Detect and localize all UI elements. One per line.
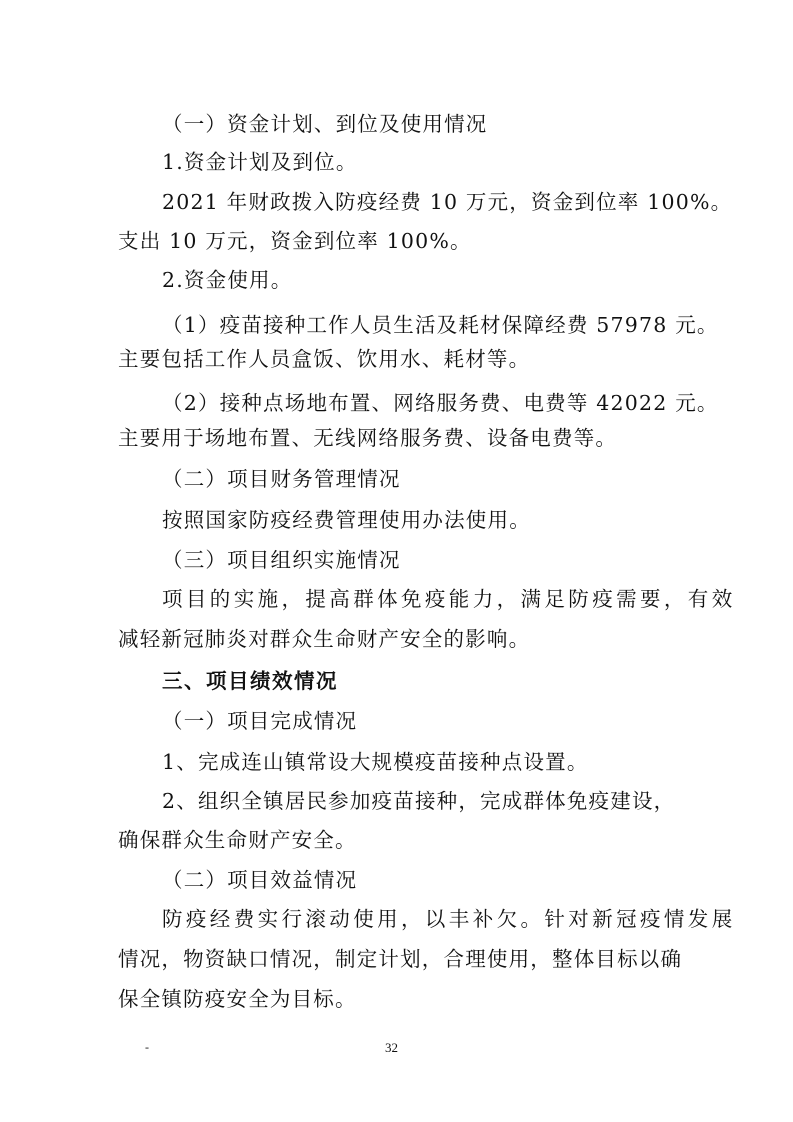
paragraph-benefit-line-2: 情况，物资缺口情况，制定计划，合理使用，整体目标以确 <box>118 947 683 971</box>
item-1-line-2: 主要包括工作人员盒饭、饮用水、耗材等。 <box>118 347 531 371</box>
heading-completion: （一）项目完成情况 <box>162 709 358 733</box>
subheading-fund-plan: 1.资金计划及到位。 <box>162 150 358 174</box>
paragraph-fund-line-2: 支出 10 万元，资金到位率 100%。 <box>118 229 472 253</box>
heading-performance: 三、项目绩效情况 <box>162 669 338 693</box>
heading-benefit: （二）项目效益情况 <box>162 868 358 892</box>
completion-item-2-line-2: 确保群众生命财产安全。 <box>118 828 357 852</box>
paragraph-benefit-line-1: 防疫经费实行滚动使用，以丰补欠。针对新冠疫情发展 <box>162 907 736 931</box>
item-2-line-1: （2）接种点场地布置、网络服务费、电费等 42022 元。 <box>162 391 719 415</box>
subheading-fund-use: 2.资金使用。 <box>162 268 293 292</box>
paragraph-fund-line-1: 2021 年财政拨入防疫经费 10 万元，资金到位率 100%。 <box>162 190 733 214</box>
paragraph-organization-line-1: 项目的实施，提高群体免疫能力，满足防疫需要，有效 <box>162 587 736 611</box>
paragraph-benefit-line-3: 保全镇防疫安全为目标。 <box>118 987 357 1011</box>
completion-item-2-line-1: 2、组织全镇居民参加疫苗接种，完成群体免疫建设， <box>162 789 676 813</box>
heading-organization: （三）项目组织实施情况 <box>162 548 401 572</box>
item-1-line-1: （1）疫苗接种工作人员生活及耗材保障经费 57978 元。 <box>162 313 719 337</box>
footer-dash: - <box>145 1040 149 1054</box>
heading-finance: （二）项目财务管理情况 <box>162 467 401 491</box>
page-number: 32 <box>385 1040 398 1055</box>
paragraph-finance: 按照国家防疫经费管理使用办法使用。 <box>162 508 531 532</box>
item-2-line-2: 主要用于场地布置、无线网络服务费、设备电费等。 <box>118 426 618 450</box>
completion-item-1: 1、完成连山镇常设大规模疫苗接种点设置。 <box>162 750 589 774</box>
heading-funds: （一）资金计划、到位及使用情况 <box>162 112 488 136</box>
paragraph-organization-line-2: 减轻新冠肺炎对群众生命财产安全的影响。 <box>118 627 531 651</box>
